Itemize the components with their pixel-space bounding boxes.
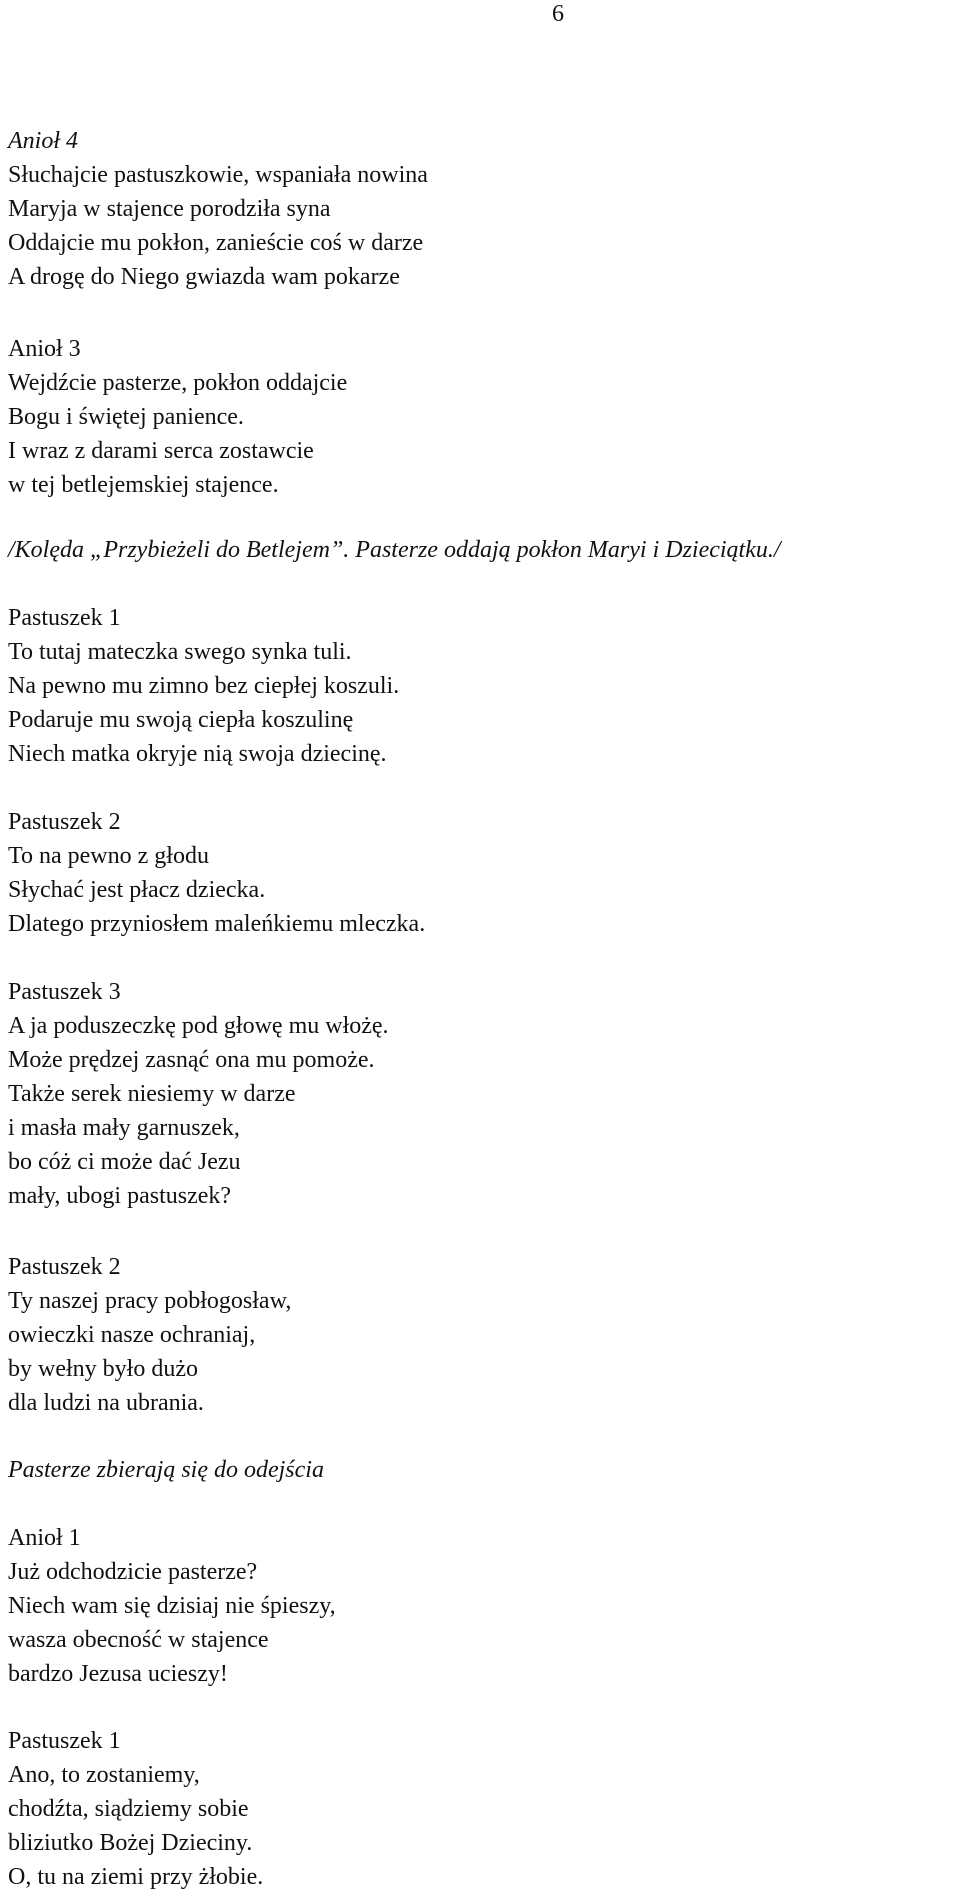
section-aniol-1 <box>8 1521 336 1691</box>
page-number: 6 <box>552 1 564 27</box>
verse-line: Na pewno mu zimno bez ciepłej koszuli. <box>8 673 400 699</box>
verse-line: Ano, to zostaniemy, <box>8 1762 200 1788</box>
verse-line: mały, ubogi pastuszek? <box>8 1183 232 1209</box>
speaker-name: Anioł 4 <box>8 128 78 154</box>
section-pastuszek-2-second <box>8 1250 291 1420</box>
verse-line: A drogę do Niego gwiazda wam pokarze <box>8 264 400 290</box>
verse-line: wasza obecność w stajence <box>8 1627 269 1653</box>
verse-line: O, tu na ziemi przy żłobie. <box>8 1864 264 1890</box>
verse-line: Może prędzej zasnąć ona mu pomoże. <box>8 1047 375 1073</box>
verse-line: Już odchodzicie pasterze? <box>8 1559 258 1585</box>
verse-line: chodźta, siądziemy sobie <box>8 1796 249 1822</box>
verse-line: Niech matka okryje nią swoja dziecinę. <box>8 741 387 767</box>
verse-line: Słychać jest płacz dziecka. <box>8 877 266 903</box>
verse-line: Dlatego przyniosłem maleńkiemu mleczka. <box>8 911 426 937</box>
verse-line: Podaruje mu swoją ciepła koszulinę <box>8 707 354 733</box>
speaker-name: Pastuszek 1 <box>8 605 121 631</box>
verse-line: dla ludzi na ubrania. <box>8 1390 204 1416</box>
section-pastuszek-1-second <box>8 1724 263 1894</box>
verse-line: I wraz z darami serca zostawcie <box>8 438 314 464</box>
verse-line: Niech wam się dzisiaj nie śpieszy, <box>8 1593 336 1619</box>
verse-line: Także serek niesiemy w darze <box>8 1081 296 1107</box>
speaker-name: Pastuszek 3 <box>8 979 121 1005</box>
section-aniol-4 <box>8 124 428 294</box>
verse-line: by wełny było dużo <box>8 1356 198 1382</box>
speaker-name: Pastuszek 2 <box>8 1254 121 1280</box>
verse-line: bo cóż ci może dać Jezu <box>8 1149 241 1175</box>
section-pastuszek-2 <box>8 805 425 941</box>
verse-line: A ja poduszeczkę pod głowę mu włożę. <box>8 1013 389 1039</box>
verse-line: owieczki nasze ochraniaj, <box>8 1322 256 1348</box>
verse-line: w tej betlejemskiej stajence. <box>8 472 279 498</box>
verse-line: Ty naszej pracy pobłogosław, <box>8 1288 292 1314</box>
speaker-name: Anioł 1 <box>8 1525 81 1551</box>
section-pastuszek-3 <box>8 975 389 1213</box>
section-aniol-3 <box>8 332 347 502</box>
stage-direction-leaving <box>8 1453 324 1487</box>
verse-line: i masła mały garnuszek, <box>8 1115 240 1141</box>
verse-line: To na pewno z głodu <box>8 843 209 869</box>
stage-direction: Pasterze zbierają się do odejścia <box>8 1457 324 1483</box>
stage-direction-carol <box>8 533 781 567</box>
speaker-name: Anioł 3 <box>8 336 81 362</box>
verse-line: Słuchajcie pastuszkowie, wspaniała nowina <box>8 162 428 188</box>
verse-line: bliziutko Bożej Dzieciny. <box>8 1830 253 1856</box>
verse-line: Bogu i świętej panience. <box>8 404 244 430</box>
verse-line: bardzo Jezusa ucieszy! <box>8 1661 228 1687</box>
verse-line: To tutaj mateczka swego synka tuli. <box>8 639 352 665</box>
speaker-name: Pastuszek 1 <box>8 1728 121 1754</box>
speaker-name: Pastuszek 2 <box>8 809 121 835</box>
section-pastuszek-1 <box>8 601 399 771</box>
stage-direction: /Kolęda „Przybieżeli do Betlejem”. Pasterze oddają pokłon Maryi i Dzieciątku./ <box>8 537 781 563</box>
verse-line: Wejdźcie pasterze, pokłon oddajcie <box>8 370 348 396</box>
verse-line: Oddajcie mu pokłon, zanieście coś w darze <box>8 230 424 256</box>
verse-line: Maryja w stajence porodziła syna <box>8 196 331 222</box>
